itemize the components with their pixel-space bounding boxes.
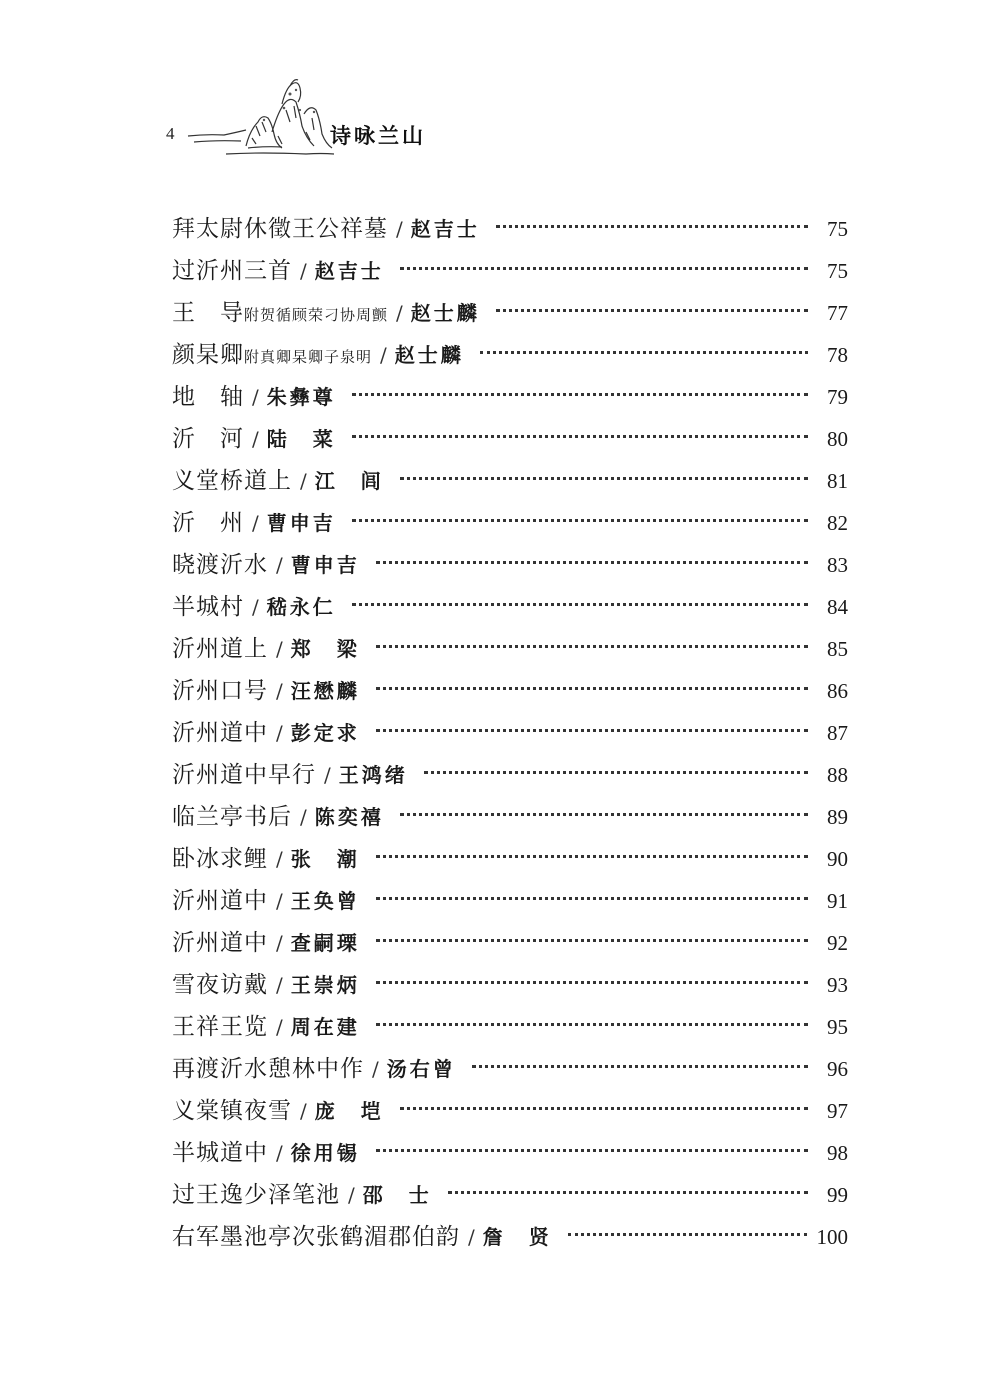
- entry-page: 92: [827, 931, 848, 955]
- entry-title: 沂州口号: [172, 678, 268, 704]
- entry-author: 赵士麟: [394, 343, 464, 367]
- dot-leader: [352, 393, 808, 396]
- toc-entry: [172, 1090, 848, 1132]
- entry-author: 陆 菜: [266, 427, 336, 451]
- entry-title: 卧冰求鲤: [172, 846, 268, 872]
- dot-leader: [376, 981, 808, 984]
- entry-note: 附贺循顾荣刁协周颤: [244, 306, 389, 324]
- entry-page: 84: [827, 595, 848, 619]
- entry-note: 附真卿杲卿子泉明: [244, 348, 373, 366]
- dot-leader: [480, 351, 808, 354]
- dot-leader: [376, 687, 808, 690]
- entry-author: 王崇炳: [290, 973, 360, 997]
- entry-author: 周在建: [290, 1015, 360, 1039]
- separator: /: [252, 511, 259, 535]
- entry-author: 汤右曾: [386, 1057, 456, 1081]
- toc-entry: [172, 1048, 848, 1090]
- toc-entry: [172, 208, 848, 250]
- separator: /: [276, 721, 283, 745]
- table-of-contents: [172, 208, 848, 1258]
- entry-title: 拜太尉休徵王公祥墓: [172, 216, 388, 242]
- separator: /: [396, 217, 403, 241]
- entry-page: 98: [827, 1141, 848, 1165]
- entry-title: 右军墨池亭次张鹤湄郡伯韵: [172, 1224, 460, 1250]
- toc-entry: [172, 334, 848, 376]
- entry-title: 沂州道中: [172, 930, 268, 956]
- entry-title: 义棠镇夜雪: [172, 1098, 292, 1124]
- entry-page: 88: [827, 763, 848, 787]
- separator: /: [276, 679, 283, 703]
- entry-page: 75: [827, 259, 848, 283]
- entry-author: 朱彝尊: [266, 385, 336, 409]
- entry-title: 再渡沂水憩林中作: [172, 1056, 364, 1082]
- dot-leader: [448, 1191, 808, 1194]
- dot-leader: [376, 645, 808, 648]
- entry-author: 汪懋麟: [290, 679, 360, 703]
- toc-entry: [172, 502, 848, 544]
- entry-page: 95: [827, 1015, 848, 1039]
- toc-entry: [172, 586, 848, 628]
- entry-author: 庞 垲: [314, 1099, 384, 1123]
- dot-leader: [376, 1149, 808, 1152]
- toc-entry: [172, 670, 848, 712]
- dot-leader: [376, 855, 808, 858]
- separator: /: [380, 343, 387, 367]
- entry-page: 78: [827, 343, 848, 367]
- entry-page: 81: [827, 469, 848, 493]
- toc-entry: [172, 838, 848, 880]
- dot-leader: [400, 1107, 808, 1110]
- separator: /: [276, 847, 283, 871]
- entry-author: 郑 梁: [290, 637, 360, 661]
- entry-page: 80: [827, 427, 848, 451]
- dot-leader: [352, 519, 808, 522]
- dot-leader: [568, 1233, 807, 1236]
- separator: /: [276, 973, 283, 997]
- toc-entry: [172, 1174, 848, 1216]
- entry-author: 王奂曾: [290, 889, 360, 913]
- entry-page: 90: [827, 847, 848, 871]
- separator: /: [276, 889, 283, 913]
- entry-author: 江 闾: [314, 469, 384, 493]
- toc-entry: [172, 880, 848, 922]
- toc-entry: [172, 712, 848, 754]
- entry-title: 义堂桥道上: [172, 468, 292, 494]
- separator: /: [276, 1141, 283, 1165]
- toc-entry: [172, 376, 848, 418]
- entry-page: 89: [827, 805, 848, 829]
- entry-page: 83: [827, 553, 848, 577]
- entry-title: 半城村: [172, 594, 244, 620]
- entry-author: 曹申吉: [290, 553, 360, 577]
- entry-title: 沂州道上: [172, 636, 268, 662]
- entry-page: 86: [827, 679, 848, 703]
- separator: /: [252, 595, 259, 619]
- separator: /: [276, 553, 283, 577]
- separator: /: [252, 385, 259, 409]
- separator: /: [396, 301, 403, 325]
- dot-leader: [472, 1065, 808, 1068]
- entry-author: 邵 士: [362, 1183, 432, 1207]
- entry-author: 赵吉士: [314, 259, 384, 283]
- separator: /: [468, 1225, 475, 1249]
- entry-title: 半城道中: [172, 1140, 268, 1166]
- entry-author: 徐用锡: [290, 1141, 360, 1165]
- dot-leader: [400, 813, 808, 816]
- entry-page: 91: [827, 889, 848, 913]
- toc-entry: [172, 250, 848, 292]
- toc-entry: [172, 460, 848, 502]
- dot-leader: [496, 309, 808, 312]
- entry-title: 沂州道中早行: [172, 762, 316, 788]
- entry-author: 陈奕禧: [314, 805, 384, 829]
- dot-leader: [400, 267, 808, 270]
- entry-author: 张 潮: [290, 847, 360, 871]
- dot-leader: [376, 1023, 808, 1026]
- dot-leader: [352, 435, 808, 438]
- separator: /: [276, 931, 283, 955]
- dot-leader: [352, 603, 808, 606]
- entry-title: 雪夜访戴: [172, 972, 268, 998]
- entry-title: 王祥王览: [172, 1014, 268, 1040]
- entry-title: 晓渡沂水: [172, 552, 268, 578]
- toc-entry: [172, 418, 848, 460]
- entry-author: 曹申吉: [266, 511, 336, 535]
- entry-author: 王鸿绪: [338, 763, 408, 787]
- toc-entry: [172, 964, 848, 1006]
- toc-entry: [172, 292, 848, 334]
- separator: /: [252, 427, 259, 451]
- entry-page: 99: [827, 1183, 848, 1207]
- entry-title: 沂州道中: [172, 720, 268, 746]
- entry-title: 过王逸少泽笔池: [172, 1182, 340, 1208]
- toc-entry: [172, 754, 848, 796]
- separator: /: [300, 805, 307, 829]
- separator: /: [300, 469, 307, 493]
- dot-leader: [376, 939, 808, 942]
- separator: /: [300, 1099, 307, 1123]
- toc-entry: [172, 1216, 848, 1258]
- mountain-landscape-icon: [186, 74, 336, 170]
- entry-page: 87: [827, 721, 848, 745]
- entry-page: 96: [827, 1057, 848, 1081]
- dot-leader: [496, 225, 808, 228]
- entry-author: 赵吉士: [410, 217, 480, 241]
- entry-title: 地 轴: [172, 384, 244, 410]
- toc-entry: [172, 1006, 848, 1048]
- toc-entry: [172, 544, 848, 586]
- entry-author: 詹 贤: [482, 1225, 552, 1249]
- dot-leader: [424, 771, 808, 774]
- entry-page: 85: [827, 637, 848, 661]
- entry-author: 嵇永仁: [266, 595, 336, 619]
- dot-leader: [376, 897, 808, 900]
- separator: /: [276, 1015, 283, 1039]
- entry-title: 沂 州: [172, 510, 244, 536]
- entry-page: 97: [827, 1099, 848, 1123]
- separator: /: [300, 259, 307, 283]
- toc-entry: [172, 796, 848, 838]
- dot-leader: [376, 729, 808, 732]
- book-title: 诗咏兰山: [330, 124, 426, 148]
- toc-entry: [172, 1132, 848, 1174]
- entry-title: 沂州道中: [172, 888, 268, 914]
- entry-page: 93: [827, 973, 848, 997]
- entry-author: 彭定求: [290, 721, 360, 745]
- dot-leader: [376, 561, 808, 564]
- page-header: [0, 0, 1000, 170]
- entry-page: 100: [816, 1225, 848, 1249]
- separator: /: [276, 637, 283, 661]
- entry-author: 查嗣瑮: [290, 931, 360, 955]
- entry-page: 75: [827, 217, 848, 241]
- entry-page: 82: [827, 511, 848, 535]
- entry-title: 颜杲卿: [172, 342, 244, 368]
- page-number: 4: [166, 124, 175, 143]
- toc-entry: [172, 628, 848, 670]
- dot-leader: [400, 477, 808, 480]
- entry-title: 王 导: [172, 300, 244, 326]
- entry-title: 过沂州三首: [172, 258, 292, 284]
- entry-title: 沂 河: [172, 426, 244, 452]
- toc-entry: [172, 922, 848, 964]
- separator: /: [324, 763, 331, 787]
- entry-page: 77: [827, 301, 848, 325]
- entry-page: 79: [827, 385, 848, 409]
- entry-author: 赵士麟: [410, 301, 480, 325]
- separator: /: [372, 1057, 379, 1081]
- entry-title: 临兰亭书后: [172, 804, 292, 830]
- separator: /: [348, 1183, 355, 1207]
